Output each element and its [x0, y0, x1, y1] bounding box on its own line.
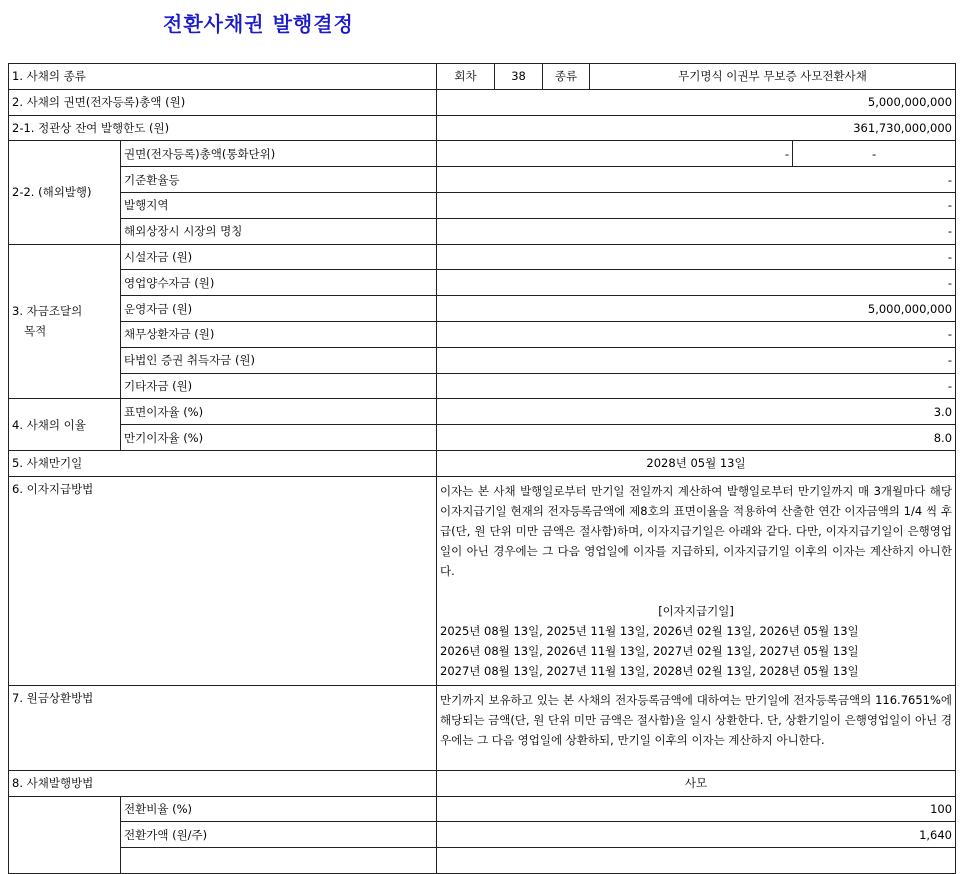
group-label-line1: 3. 자금조달의	[12, 304, 83, 319]
page-title: 전환사채권 발행결정	[163, 12, 354, 36]
sub-value: -	[437, 167, 956, 193]
row-conversion	[9, 822, 956, 848]
sub-label: 전환가액 (원/주)	[121, 822, 437, 848]
round-label: 회차	[437, 64, 495, 90]
row-label: 8. 사채발행방법	[9, 770, 437, 796]
sub-label: 해외상장시 시장의 명칭	[121, 218, 437, 244]
row-conversion	[9, 848, 956, 874]
schedule-line: 2027년 08월 13일, 2027년 11월 13일, 2028년 02월 13일, 2028년 05월 13일	[440, 663, 859, 678]
sub-label: 전환비율 (%)	[121, 796, 437, 822]
row-overseas	[9, 167, 956, 193]
row-label: 2. 사채의 권면(전자등록)총액 (원)	[9, 89, 437, 115]
sub-value: -	[437, 270, 956, 296]
sub-label: 채무상환자금 (원)	[121, 321, 437, 347]
type-value: 무기명식 이권부 무보증 사모전환사채	[590, 64, 956, 90]
sub-label: 권면(전자등록)총액(통화단위)	[121, 141, 437, 167]
sub-label: 만기이자율 (%)	[121, 425, 437, 451]
sub-value: -	[437, 347, 956, 373]
row-text	[437, 476, 956, 685]
sub-value: 100	[437, 796, 956, 822]
row-text: 만기까지 보유하고 있는 본 사채의 전자등록금액에 대하여는 만기일에 전자등록금액의 116.7651%에 해당되는 금액(단, 원 단위 미만 금액은 절사함)을 일시 상환한다. 단, 상환기일이 은행영업일이 아닌 경우에는 그 다음 영업일에 상환하되, 만기일 이후의 이자는 계산하지 아니한다.	[437, 685, 956, 770]
sub-value: -	[437, 141, 793, 167]
sub-value: 5,000,000,000	[437, 296, 956, 322]
row-value: 사모	[437, 770, 956, 796]
sub-value	[437, 848, 956, 874]
row-value: 5,000,000,000	[437, 89, 956, 115]
row-fund-purpose	[9, 373, 956, 399]
sub-label: 기준환율등	[121, 167, 437, 193]
row-interest-rate	[9, 425, 956, 451]
row-fund-purpose	[9, 244, 956, 270]
row-overseas	[9, 218, 956, 244]
schedule-line: 2025년 08월 13일, 2025년 11월 13일, 2026년 02월 13일, 2026년 05월 13일	[440, 623, 859, 638]
row-maturity	[9, 450, 956, 476]
sub-value: 3.0	[437, 399, 956, 425]
group-label	[9, 244, 121, 399]
row-label: 7. 원금상환방법	[9, 685, 437, 770]
row-interest-rate	[9, 399, 956, 425]
sub-value: -	[437, 321, 956, 347]
sub-value-2: -	[793, 141, 956, 167]
row-fund-purpose	[9, 270, 956, 296]
disclosure-table	[8, 63, 956, 874]
group-label: 2-2. (해외발행)	[9, 141, 121, 244]
row-fund-purpose	[9, 296, 956, 322]
row-issue-limit	[9, 115, 956, 141]
sub-value: -	[437, 244, 956, 270]
sub-label: 타법인 증권 취득자금 (원)	[121, 347, 437, 373]
sub-value: -	[437, 373, 956, 399]
sub-label	[121, 848, 437, 874]
row-label: 5. 사채만기일	[9, 450, 437, 476]
sub-label: 운영자금 (원)	[121, 296, 437, 322]
row-conversion	[9, 796, 956, 822]
schedule-title: [이자지급기일]	[658, 603, 734, 618]
row-issue-method	[9, 770, 956, 796]
group-label	[9, 796, 121, 873]
group-label: 4. 사채의 이율	[9, 399, 121, 451]
sub-value: -	[437, 192, 956, 218]
group-label-line2: 목적	[24, 324, 47, 339]
interest-method-text: 이자는 본 사채 발행일로부터 만기일 전일까지 계산하여 발행일로부터 만기일까지 매 3개월마다 해당 이자지급기일 현재의 전자등록금액에 제8호의 표면이율을 적용하여 산출한 연간 이자금액의 1/4 씩 후급(단, 원 단위 미만 금액은 절사함)하며, 이자지급기일은 아래와 같다. 다만, 이자지급기일이 은행영업일이 아닌 경우에는 그 다음 영업일에 이자를 지급하되, 이자지급기일 이후의 이자는 계산하지 아니한다.	[440, 483, 953, 578]
sub-value: 8.0	[437, 425, 956, 451]
sub-label: 발행지역	[121, 192, 437, 218]
row-fund-purpose	[9, 321, 956, 347]
sub-label: 시설자금 (원)	[121, 244, 437, 270]
row-overseas	[9, 192, 956, 218]
schedule-line: 2026년 08월 13일, 2026년 11월 13일, 2027년 02월 13일, 2027년 05월 13일	[440, 643, 859, 658]
sub-label: 영업양수자금 (원)	[121, 270, 437, 296]
row-fund-purpose	[9, 347, 956, 373]
sub-label: 기타자금 (원)	[121, 373, 437, 399]
round-value: 38	[495, 64, 543, 90]
sub-label: 표면이자율 (%)	[121, 399, 437, 425]
row-interest-method	[9, 476, 956, 685]
row-overseas	[9, 141, 956, 167]
row-principal-repayment	[9, 685, 956, 770]
row-value: 2028년 05월 13일	[437, 450, 956, 476]
sub-value: -	[437, 218, 956, 244]
sub-value: 1,640	[437, 822, 956, 848]
row-value: 361,730,000,000	[437, 115, 956, 141]
row-label: 2-1. 정관상 잔여 발행한도 (원)	[9, 115, 437, 141]
row-label: 6. 이자지급방법	[9, 476, 437, 685]
type-label: 종류	[543, 64, 590, 90]
row-face-amount	[9, 89, 956, 115]
row-label: 1. 사채의 종류	[9, 64, 437, 90]
row-bond-type	[9, 64, 956, 90]
